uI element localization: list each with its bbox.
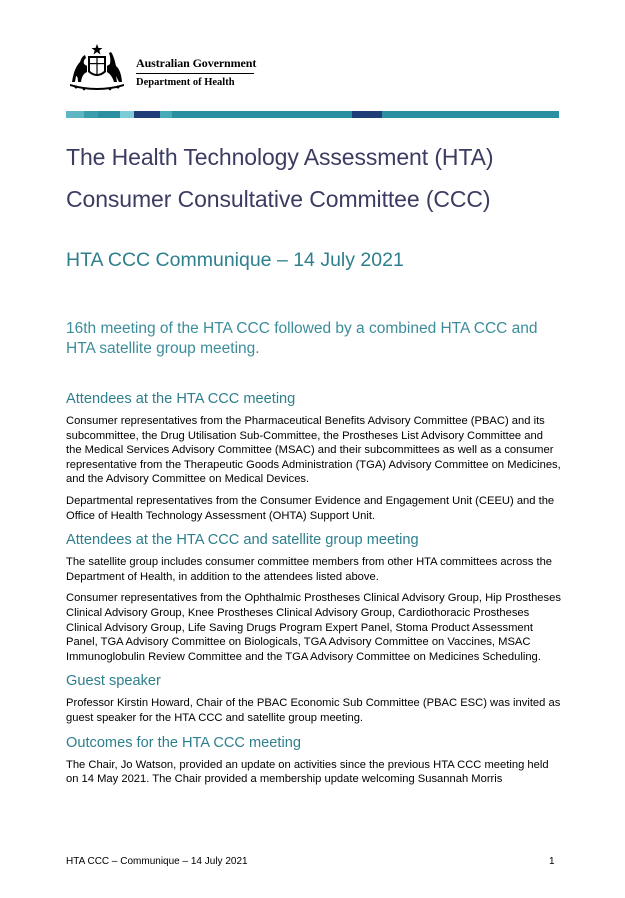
band-segment (120, 111, 134, 118)
paragraph: The Chair, Jo Watson, provided an update on activities since the previous HTA CCC meeting held on 14 May 2021. The Chair provided a membership update welcoming Susannah Morris (66, 758, 549, 786)
document-body (66, 390, 561, 795)
section-guest-speaker (66, 672, 561, 725)
band-segment (84, 111, 98, 118)
wordmark-rule (136, 73, 254, 74)
communique-subtitle: HTA CCC Communique – 14 July 2021 (66, 249, 404, 271)
government-logo (66, 42, 286, 92)
coat-of-arms-icon (66, 42, 128, 92)
decorative-color-band (66, 111, 559, 118)
section-heading: Guest speaker (66, 673, 161, 690)
section-attendees-ccc (66, 390, 561, 523)
paragraph: Professor Kirstin Howard, Chair of the PBAC Economic Sub Committee (PBAC ESC) was invited as guest speaker for the HTA CCC and satellite group meeting. (66, 697, 561, 724)
footer-document-label: HTA CCC – Communique – 14 July 2021 (66, 856, 248, 867)
band-segment (172, 111, 352, 118)
band-segment (98, 111, 120, 118)
section-heading: Attendees at the HTA CCC meeting (66, 391, 296, 407)
agency-name: Australian Government (136, 56, 257, 70)
band-segment (382, 111, 559, 118)
document-title-line-2: Consumer Consultative Committee (CCC) (66, 186, 491, 212)
section-attendees-satellite (66, 531, 561, 664)
paragraph: The satellite group includes consumer committee members from other HTA committees across the Department of Health, in addition to the attendees listed above. (66, 556, 553, 583)
paragraph: Departmental representatives from the Consumer Evidence and Engagement Unit (CEEU) and the Office of Health Technology Assessment (OHTA) Support Unit. (66, 494, 555, 522)
document-title-line-1: The Health Technology Assessment (HTA) (66, 144, 494, 170)
agency-wordmark (136, 56, 256, 88)
footer-page-number: 1 (549, 856, 555, 867)
band-segment (66, 111, 84, 118)
department-name: Department of Health (136, 77, 235, 88)
band-segment (134, 111, 160, 118)
paragraph: Consumer representatives from the Pharmaceutical Benefits Advisory Committee (PBAC) and its subcommittee, the Drug Utilisation Sub-Committee, the Prostheses List Advisory Committee and the Medical Services Advisory Committee (MSAC) and their subcommittees as well as a consumer representative from the Therapeutic Goods Administration (TGA) Advisory Committee on Medicines, and the Advisory Committee on Medical Devices. (66, 415, 561, 486)
meeting-intro: 16th meeting of the HTA CCC followed by a combined HTA CCC and HTA satellite group meeting. (66, 320, 538, 357)
section-outcomes (66, 734, 561, 787)
section-heading: Attendees at the HTA CCC and satellite group meeting (66, 532, 419, 549)
paragraph: Consumer representatives from the Ophthalmic Prostheses Clinical Advisory Group, Hip Prostheses Clinical Advisory Group, Knee Prostheses Clinical Advisory Group, Cardiothoracic Prostheses Clinical Advisory Group, Life Saving Drugs Program Expert Panel, Stoma Product Assessment Panel, TGA Advisory Committee on Biologicals, TGA Advisory Committee on Vaccines, MSAC Immunoglobulin Review Committee and the TGA Advisory Committee on Medicines Scheduling. (66, 592, 561, 663)
section-heading: Outcomes for the HTA CCC meeting (66, 734, 301, 751)
band-segment (352, 111, 382, 118)
band-segment (160, 111, 172, 118)
